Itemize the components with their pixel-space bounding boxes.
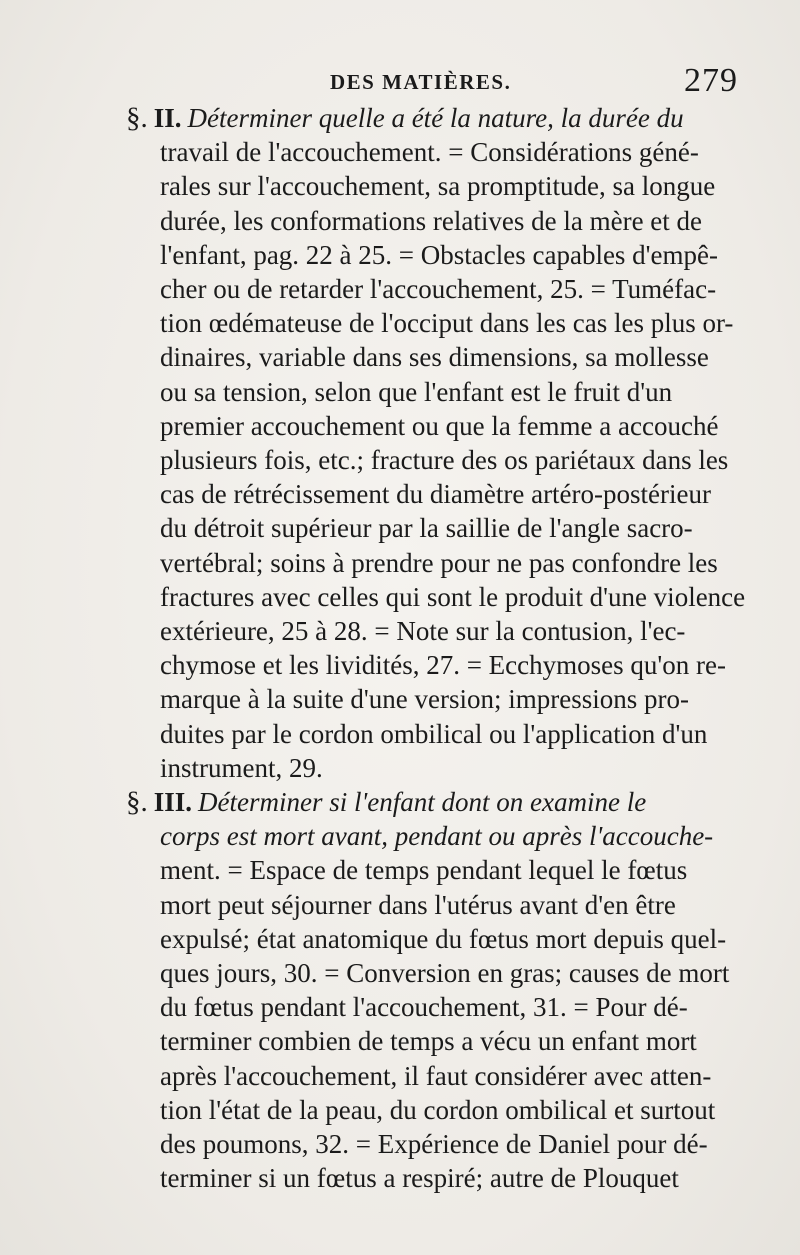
text-line: mort peut séjourner dans l'utérus avant d'en être (160, 889, 676, 920)
text-line: duites par le cordon ombilical ou l'application d'un (160, 718, 708, 749)
section-iii (126, 785, 746, 1195)
text-line: rales sur l'accouchement, sa promptitude, sa longue (160, 171, 716, 202)
text-line: cas de rétrécissement du diamètre artéro-postérieur (160, 479, 711, 510)
text-line: tion l'état de la peau, du cordon ombilical et surtout (160, 1094, 716, 1125)
running-title: DES MATIÈRES. (330, 70, 512, 94)
text-line: tion œdémateuse de l'occiput dans les cas les plus or- (160, 308, 734, 339)
text-line: des poumons, 32. = Expérience de Daniel pour dé- (160, 1129, 708, 1160)
section-number: II. (153, 103, 182, 133)
text-line: instrument, 29. (160, 752, 323, 783)
section-ii-line-1 (126, 101, 746, 135)
text-line: cher ou de retarder l'accouchement, 25. = Tuméfac- (160, 274, 717, 305)
page-header (130, 62, 742, 102)
section-ii-title-line: Déterminer quelle a été la nature, la durée du (187, 103, 684, 133)
text-line: durée, les conformations relatives de la mère et de (160, 205, 703, 236)
text-line: fractures avec celles qui sont le produit d'une violence (160, 581, 746, 612)
page-number: 279 (684, 62, 738, 99)
text-line: du fœtus pendant l'accouchement, 31. = Pour dé- (160, 992, 688, 1023)
section-ii (126, 101, 746, 785)
text-line: expulsé; état anatomique du fœtus mort depuis quel- (160, 923, 727, 954)
section-mark: §. (126, 786, 148, 819)
text-line: ou sa tension, selon que l'enfant est le fruit d'un (160, 376, 673, 407)
text-line: terminer si un fœtus a respiré; autre de Plouquet (160, 1163, 679, 1194)
section-number: III. (153, 787, 193, 818)
text-line: terminer combien de temps a vécu un enfant mort (160, 1026, 697, 1057)
text-line: ques jours, 30. = Conversion en gras; causes de mort (160, 958, 730, 989)
text-line: du détroit supérieur par la saillie de l'angle sacro- (160, 513, 693, 544)
section-iii-title-line: Déterminer si l'enfant dont on examine le (198, 787, 647, 818)
text-line: extérieure, 25 à 28. = Note sur la contusion, l'ec- (160, 616, 686, 647)
section-mark: §. (126, 102, 148, 134)
section-iii-line-1 (126, 785, 746, 819)
section-iii-title-line: corps est mort avant, pendant ou après l'accouche- (160, 821, 714, 852)
text-line: travail de l'accouchement. = Considérations géné- (160, 137, 699, 168)
text-line: vertébral; soins à prendre pour ne pas confondre les (160, 547, 718, 578)
text-line: premier accouchement ou que la femme a accouché (160, 410, 719, 441)
text-line: chymose et les lividités, 27. = Ecchymoses qu'on re- (160, 650, 726, 681)
text-line: dinaires, variable dans ses dimensions, sa mollesse (160, 342, 709, 373)
text-line: marque à la suite d'une version; impressions pro- (160, 684, 689, 715)
text-line: après l'accouchement, il faut considérer avec atten- (160, 1060, 712, 1091)
text-line: plusieurs fois, etc.; fracture des os pariétaux dans les (160, 445, 729, 476)
text-line: ment. = Espace de temps pendant lequel le fœtus (160, 855, 688, 886)
text-line: l'enfant, pag. 22 à 25. = Obstacles capables d'empê- (160, 239, 719, 270)
table-of-contents-text (126, 101, 746, 1196)
